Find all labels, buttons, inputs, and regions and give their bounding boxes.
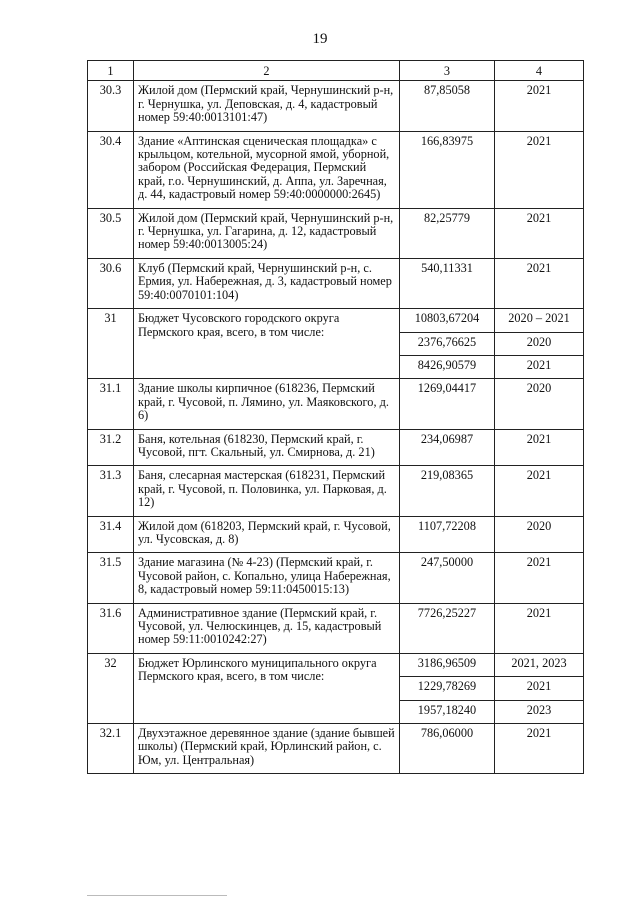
row-amount: 166,83975: [400, 131, 495, 208]
row-description: Баня, слесарная мастерская (618231, Пермский край, г. Чусовой, п. Половинка, ул. Парковая, д. 12): [134, 466, 400, 516]
row-year: 2021: [495, 466, 584, 516]
row-description: Бюджет Чусовского городского округа Пермского края, всего, в том числе:: [134, 309, 400, 379]
row-year: 2021: [495, 355, 584, 378]
row-year: 2021: [495, 553, 584, 603]
page-number: 19: [312, 31, 328, 47]
table-row: [88, 258, 584, 308]
row-description: Здание «Аптинская сценическая площадка» с крыльцом, котельной, мусорной ямой, уборной, забором (Российская Федерация, Пермский край, г.о. Чернушинский, д. Аппа, ул. Заречная, д. 44, кадастровый номер 59:40:0000000:2645): [134, 131, 400, 208]
row-amount: 7726,25227: [400, 603, 495, 653]
row-amount: 1957,18240: [400, 700, 495, 723]
row-year: 2020 – 2021: [495, 309, 584, 332]
row-year: 2021: [495, 131, 584, 208]
row-year: 2021: [495, 429, 584, 466]
table-row: [88, 81, 584, 131]
row-number: 32.1: [88, 724, 134, 774]
row-amount: 82,25779: [400, 208, 495, 258]
row-number: 31: [88, 309, 134, 379]
row-description: Здание школы кирпичное (618236, Пермский край, г. Чусовой, п. Лямино, ул. Маяковского, д. 6): [134, 379, 400, 429]
table-row: [88, 603, 584, 653]
table-row: [88, 309, 584, 332]
table-body: [88, 81, 584, 774]
row-number: 30.5: [88, 208, 134, 258]
row-amount: 87,85058: [400, 81, 495, 131]
row-year: 2021: [495, 208, 584, 258]
header-cell: 3: [400, 61, 495, 81]
header-cell: 1: [88, 61, 134, 81]
row-number: 31.6: [88, 603, 134, 653]
row-description: Клуб (Пермский край, Чернушинский р-н, с. Ермия, ул. Набережная, д. 3, кадастровый номер 59:40:0070101:104): [134, 258, 400, 308]
table-row: [88, 724, 584, 774]
row-amount: 247,50000: [400, 553, 495, 603]
row-number: 32: [88, 653, 134, 723]
row-amount: 540,11331: [400, 258, 495, 308]
row-year: 2023: [495, 700, 584, 723]
row-year: 2021: [495, 81, 584, 131]
table-row: [88, 131, 584, 208]
row-number: 31.5: [88, 553, 134, 603]
header-cell: 4: [495, 61, 584, 81]
row-description: Двухэтажное деревянное здание (здание бывшей школы) (Пермский край, Юрлинский район, с. Юм, ул. Центральная): [134, 724, 400, 774]
table-row: [88, 379, 584, 429]
row-amount: 2376,76625: [400, 332, 495, 355]
row-description: Баня, котельная (618230, Пермский край, г. Чусовой, пгт. Скальный, ул. Смирнова, д. 21): [134, 429, 400, 466]
row-description: Жилой дом (Пермский край, Чернушинский р-н, г. Чернушка, ул. Деповская, д. 4, кадастровый номер 59:40:0013101:47): [134, 81, 400, 131]
row-description: Здание магазина (№ 4-23) (Пермский край, г. Чусовой район, с. Копально, улица Набережная, 8, кадастровый номер 59:11:0450015:13): [134, 553, 400, 603]
row-number: 30.3: [88, 81, 134, 131]
row-year: 2021: [495, 258, 584, 308]
row-amount: 8426,90579: [400, 355, 495, 378]
row-amount: 1269,04417: [400, 379, 495, 429]
row-description: Жилой дом (Пермский край, Чернушинский р-н, г. Чернушка, ул. Гагарина, д. 12, кадастровый номер 59:40:0013005:24): [134, 208, 400, 258]
row-description: Жилой дом (618203, Пермский край, г. Чусовой, ул. Чусовская, д. 8): [134, 516, 400, 553]
footer-divider: [87, 895, 227, 896]
row-year: 2021: [495, 677, 584, 700]
table-row: [88, 466, 584, 516]
row-year: 2020: [495, 379, 584, 429]
row-amount: 1229,78269: [400, 677, 495, 700]
row-description: Бюджет Юрлинского муниципального округа Пермского края, всего, в том числе:: [134, 653, 400, 723]
row-number: 30.4: [88, 131, 134, 208]
table-row: [88, 429, 584, 466]
data-table: [87, 60, 584, 774]
table-row: [88, 208, 584, 258]
row-number: 31.1: [88, 379, 134, 429]
row-number: 31.3: [88, 466, 134, 516]
table-row: [88, 516, 584, 553]
row-year: 2020: [495, 332, 584, 355]
row-amount: 786,06000: [400, 724, 495, 774]
header-row: [88, 61, 584, 81]
row-amount: 3186,96509: [400, 653, 495, 676]
table-row: [88, 653, 584, 676]
row-amount: 234,06987: [400, 429, 495, 466]
header-cell: 2: [134, 61, 400, 81]
row-year: 2020: [495, 516, 584, 553]
row-year: 2021: [495, 724, 584, 774]
row-number: 31.4: [88, 516, 134, 553]
table-row: [88, 553, 584, 603]
row-description: Административное здание (Пермский край, г. Чусовой, ул. Челюскинцев, д. 15, кадастровый номер 59:11:0010242:27): [134, 603, 400, 653]
row-amount: 219,08365: [400, 466, 495, 516]
row-year: 2021, 2023: [495, 653, 584, 676]
row-number: 30.6: [88, 258, 134, 308]
row-number: 31.2: [88, 429, 134, 466]
row-year: 2021: [495, 603, 584, 653]
row-amount: 10803,67204: [400, 309, 495, 332]
row-amount: 1107,72208: [400, 516, 495, 553]
